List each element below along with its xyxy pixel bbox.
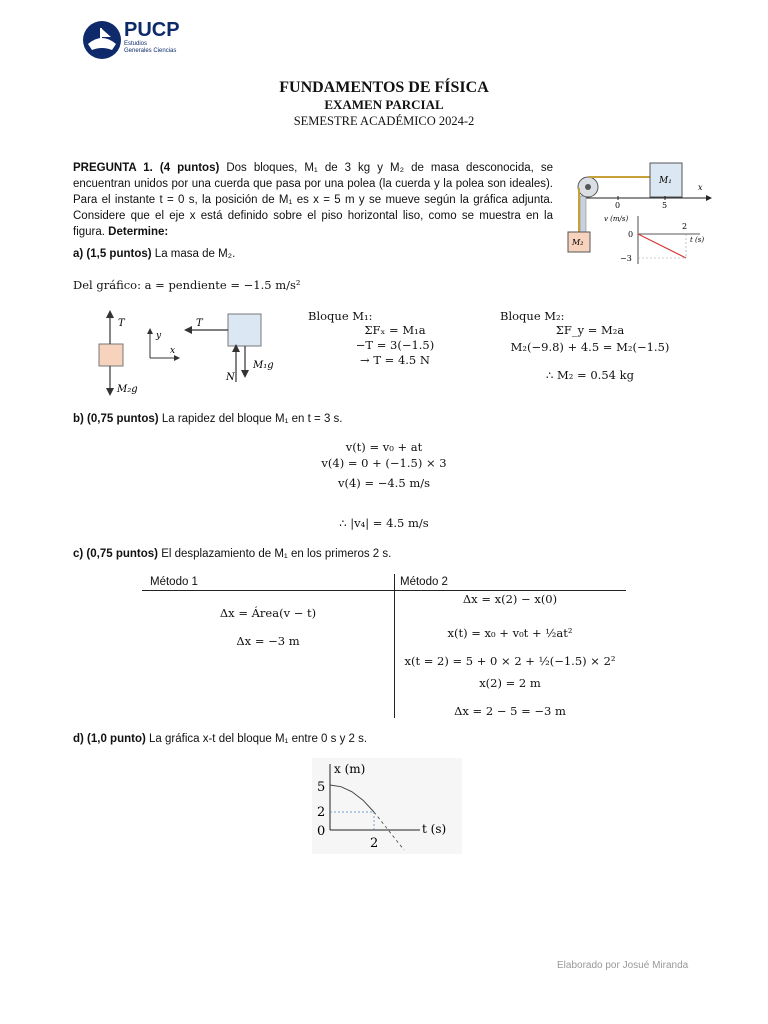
footer-credit: Elaborado por Josué Miranda <box>557 960 689 971</box>
fig-tick-0: 0 <box>615 201 621 210</box>
part-c-text: El desplazamiento de M₁ en los primeros 2 s. <box>161 548 392 560</box>
part-b-eq2: v(4) = 0 + (−1.5) × 3 <box>321 456 447 470</box>
logo-sub2: Generales Ciencias <box>124 48 177 54</box>
block-m1-eq3: → T = 4.5 N <box>360 353 430 367</box>
fbd-M2g-label: M₂g <box>117 384 138 395</box>
fig-t2-label: 2 <box>682 222 688 231</box>
method-2-eq1: Δx = x(2) − x(0) <box>462 592 558 606</box>
part-a-text: La masa de M₂. <box>154 248 236 260</box>
part-b-eq1: v(t) = v₀ + at <box>345 440 423 454</box>
fbd-N-label: N <box>226 372 235 383</box>
part-b-eq4: ∴ |v₄| = 4.5 m/s <box>339 516 429 530</box>
block-m2-eq1: ΣF_y = M₂a <box>555 323 625 337</box>
block-m2-eq2: M₂(−9.8) + 4.5 = M₂(−1.5) <box>510 340 670 354</box>
part-b-eq3: v(4) = −4.5 m/s <box>338 476 430 490</box>
part-d-label: d) (1,0 punto) <box>73 733 146 745</box>
methods-table <box>142 574 626 718</box>
logo-name: PUCP <box>124 19 180 41</box>
part-a-label: a) (1,5 puntos) <box>73 248 152 260</box>
fbd-T2-label: T <box>196 318 203 329</box>
page-title: FUNDAMENTOS DE FÍSICA <box>279 79 489 96</box>
logo-sub1: Estudios <box>124 41 148 47</box>
xt-x2-label: 2 <box>370 836 379 851</box>
method-2-eq2: x(t) = x₀ + v₀t + ½at² <box>447 626 573 640</box>
block-m1-eq1: ΣFₓ = M₁a <box>364 323 426 337</box>
fig-tick-5: 5 <box>662 201 668 210</box>
fig-m1-label: M₁ <box>659 176 672 186</box>
question-1-text <box>73 160 553 240</box>
pucp-logo <box>82 20 202 60</box>
xt-y2-label: 2 <box>317 805 326 820</box>
fbd-T1-label: T <box>118 318 125 329</box>
block-m2-title: Bloque M₂: <box>500 309 565 323</box>
method-2-eq4: x(2) = 2 m <box>479 676 541 690</box>
method-1-eq2: Δx = −3 m <box>236 634 300 648</box>
part-d-text: La gráfica x-t del bloque M₁ entre 0 s y 2 s. <box>149 733 368 745</box>
block-m2-eq3: ∴ M₂ = 0.54 kg <box>546 368 634 382</box>
pulley-system-figure <box>566 160 716 268</box>
method-2-header: Método 2 <box>400 576 448 588</box>
method-1-header: Método 1 <box>150 576 198 588</box>
xt-graph <box>312 758 462 854</box>
fig-m2-label: M₂ <box>572 238 584 247</box>
question-1-body: Dos bloques, M₁ de 3 kg y M₂ de masa desconocida, se encuentran unidos por una cuerda que pasa por una polea (la cuerda y la polea son ideales). Para el instante t = 0 s, la posición de M₁ es x = 5 m y se mueve según la gráfica adjunta. Considere que el eje x está definido sobre el piso horizontal liso, como se muestra en la figura. <box>73 162 553 238</box>
fbd-y-label: y <box>156 331 162 341</box>
fbd-M1g-label: M₁g <box>253 360 274 371</box>
part-c-label: c) (0,75 puntos) <box>73 548 158 560</box>
fbd-x-label: x <box>170 346 176 356</box>
xt-ylabel: x (m) <box>334 762 366 776</box>
fig-vneg-label: −3 <box>620 254 632 263</box>
method-2-eq3: x(t = 2) = 5 + 0 × 2 + ½(−1.5) × 2² <box>404 654 616 668</box>
part-b-label: b) (0,75 puntos) <box>73 413 159 425</box>
page-subtitle: EXAMEN PARCIAL <box>324 97 444 112</box>
methods-table-rule <box>142 590 626 591</box>
semester: SEMESTRE ACADÉMICO 2024-2 <box>293 114 475 128</box>
xt-xlabel: t (s) <box>422 822 447 836</box>
part-b-heading <box>73 413 342 425</box>
block-m1-title: Bloque M₁: <box>308 309 373 323</box>
fig-v-label: v (m/s) <box>604 215 629 223</box>
part-c-heading <box>73 548 391 560</box>
fig-v0-label: 0 <box>628 230 634 239</box>
free-body-diagrams <box>90 306 290 398</box>
block-m1-eq2: −T = 3(−1.5) <box>355 338 435 352</box>
xt-y0-label: 0 <box>317 824 326 839</box>
question-1-determine: Determine: <box>108 226 169 238</box>
xt-y5-label: 5 <box>317 780 326 795</box>
question-1-heading: PREGUNTA 1. (4 puntos) <box>73 162 220 174</box>
part-a-heading <box>73 248 235 260</box>
part-b-text: La rapidez del bloque M₁ en t = 3 s. <box>161 413 343 425</box>
fig-t-label: t (s) <box>690 236 705 244</box>
method-2-eq5: Δx = 2 − 5 = −3 m <box>454 704 566 718</box>
method-1-eq1: Δx = Área(v − t) <box>219 606 317 620</box>
pucp-emblem-icon <box>82 20 122 60</box>
fig-x-label: x <box>698 183 703 192</box>
slope-line: Del gráfico: a = pendiente = −1.5 m/s² <box>73 278 301 292</box>
part-d-heading <box>73 733 367 745</box>
